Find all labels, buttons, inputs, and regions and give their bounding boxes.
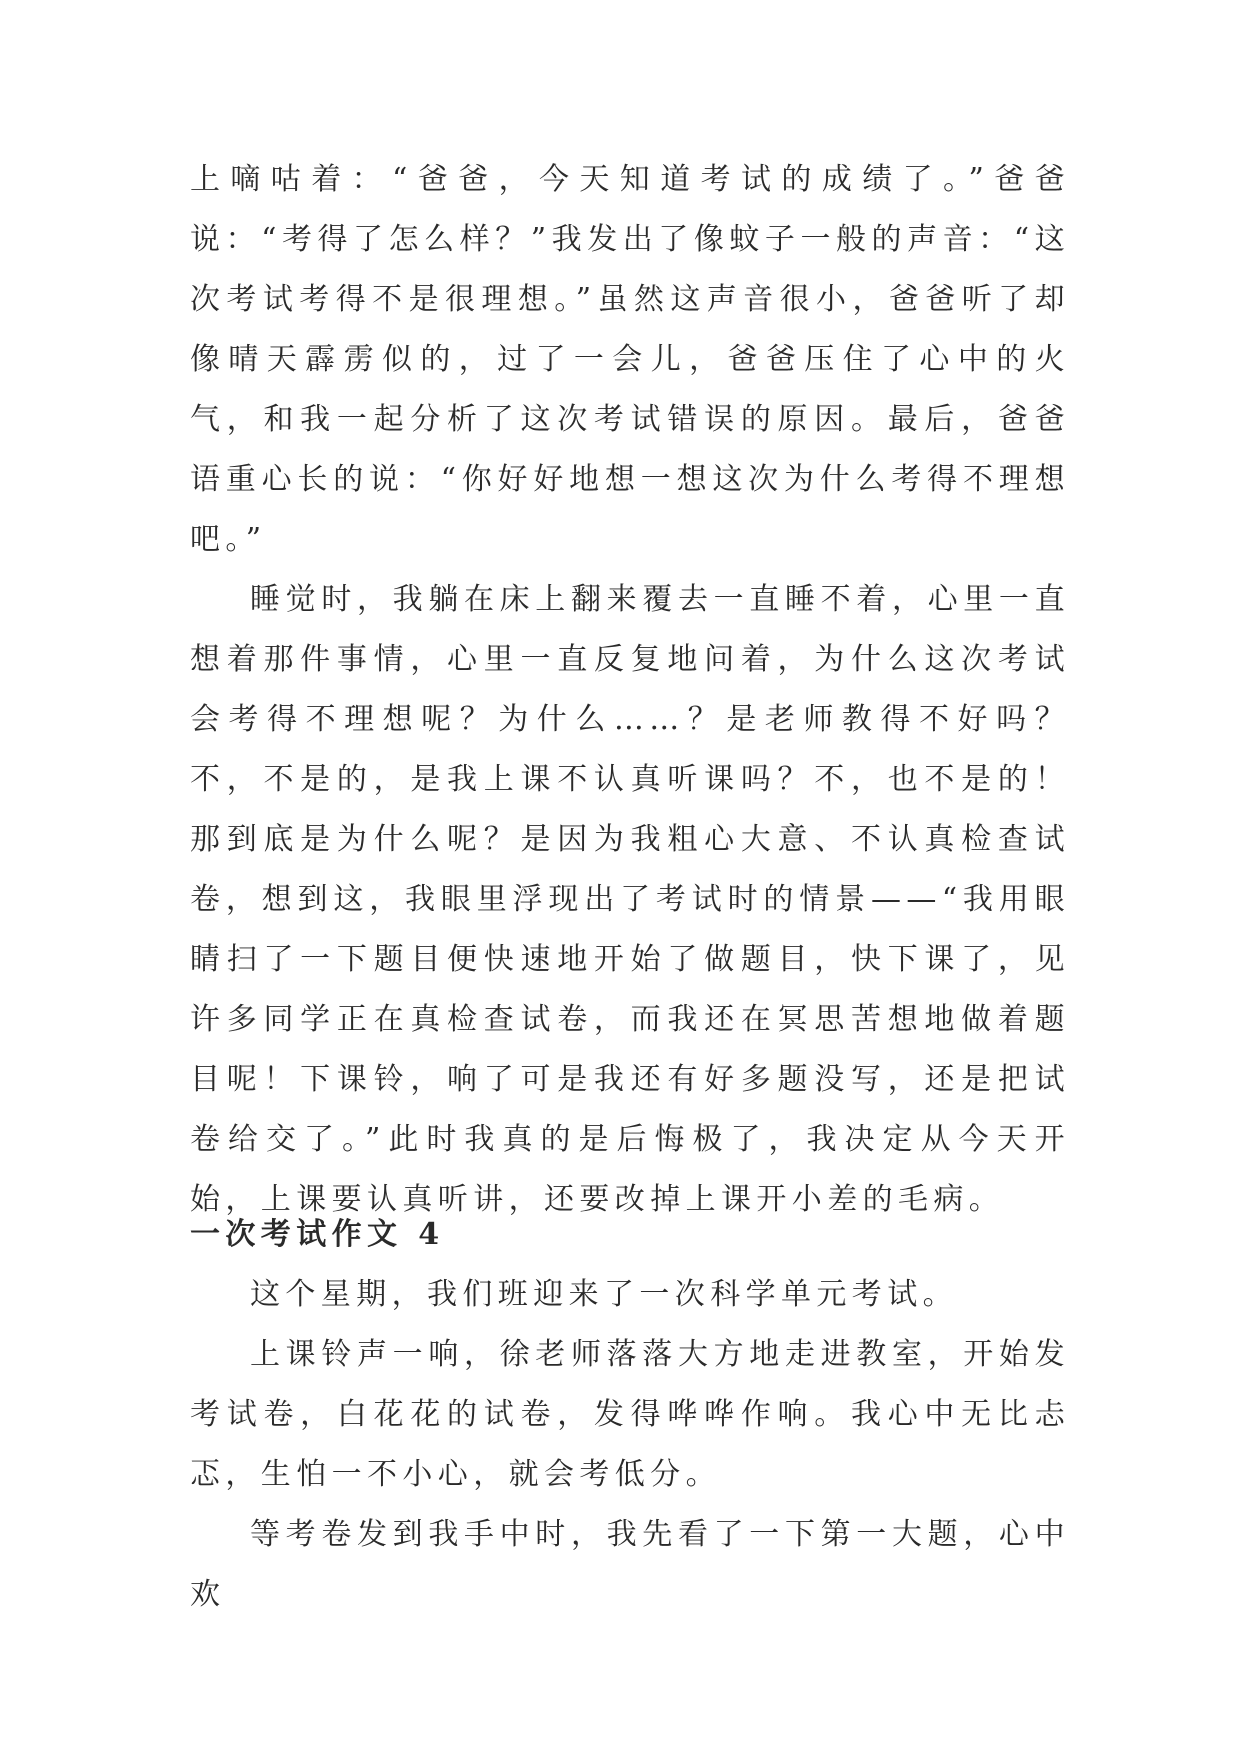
- paragraph-exam-paper: 等考卷发到我手中时，我先看了一下第一大题，心中欢: [190, 1517, 1070, 1612]
- body-text-top: [190, 150, 1070, 1230]
- paragraph-exam-start: 上课铃声一响，徐老师落落大方地走进教室，开始发考试卷，白花花的试卷，发得哗哗作响。我心中无比忐忑，生怕一不小心，就会考低分。: [190, 1337, 1070, 1492]
- paragraph-continuation: 上嘀咕着：“爸爸，今天知道考试的成绩了。”爸爸说：“考得了怎么样？”我发出了像蚊子一般的声音：“这次考试考得不是很理想。”虽然这声音很小，爸爸听了却像晴天霹雳似的，过了一会儿，爸爸压住了心中的火气，和我一起分析了这次考试错误的原因。最后，爸爸语重心长的说：“你好好地想一想这次为什么考得不理想吧。”: [190, 162, 1070, 557]
- paragraph-intro: 这个星期，我们班迎来了一次科学单元考试。: [250, 1277, 958, 1312]
- paragraph-sleep: 睡觉时，我躺在床上翻来覆去一直睡不着，心里一直想着那件事情，心里一直反复地问着，为什么这次考试会考得不理想呢？为什么……？是老师教得不好吗？不，不是的，是我上课不认真听课吗？不，也不是的！那到底是为什么呢？是因为我粗心大意、不认真检查试卷，想到这，我眼里浮现出了考试时的情景——“我用眼睛扫了一下题目便快速地开始了做题目，快下课了，见许多同学正在真检查试卷，而我还在冥思苦想地做着题目呢！下课铃，响了可是我还有好多题没写，还是把试卷给交了。”此时我真的是后悔极了，我决定从今天开始，上课要认真听讲，还要改掉上课开小差的毛病。: [190, 582, 1070, 1217]
- body-text-bottom: [190, 1265, 1070, 1625]
- section-heading: 一次考试作文 4: [190, 1217, 445, 1252]
